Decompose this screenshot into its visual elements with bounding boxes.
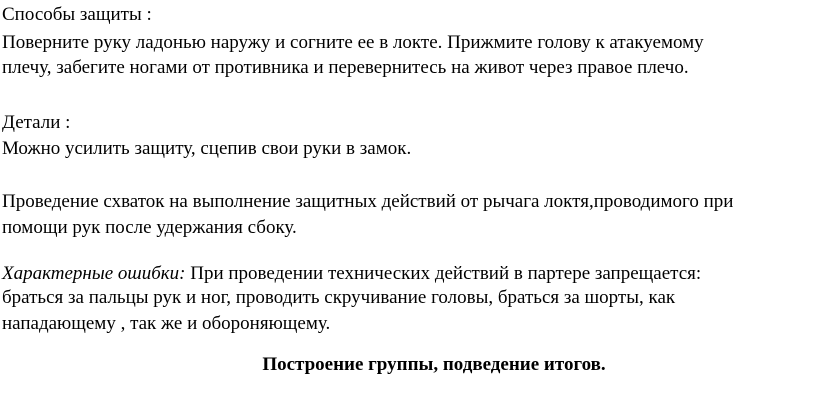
sparring-text-line-2: помощи рук после удержания сбоку. — [2, 217, 297, 238]
protection-text-line-2: плечу, забегите ногами от противника и перевернитесь на живот через правое плечо. — [2, 57, 689, 78]
errors-text-line-1: При проведении технических действий в партере запрещается: — [185, 263, 702, 284]
closing-title: Построение группы, подведение итогов. — [262, 354, 606, 375]
details-heading: Детали : — [2, 112, 71, 133]
protection-heading: Способы защиты : — [2, 4, 152, 25]
errors-text-line-3: нападающему , так же и обороняющему. — [2, 313, 331, 334]
errors-paragraph-line-1 — [2, 263, 701, 285]
protection-text-line-1: Поверните руку ладонью наружу и согните ее в локте. Прижмите голову к атакуемому — [2, 32, 704, 53]
errors-text-line-2: браться за пальцы рук и ног, проводить скручивание головы, браться за шорты, как — [2, 287, 676, 308]
details-text-line-1: Можно усилить защиту, сцепив свои руки в замок. — [2, 138, 412, 159]
sparring-text-line-1: Проведение схваток на выполнение защитных действий от рычага локтя,проводимого при — [2, 191, 734, 212]
errors-label: Характерные ошибки: — [2, 263, 186, 284]
